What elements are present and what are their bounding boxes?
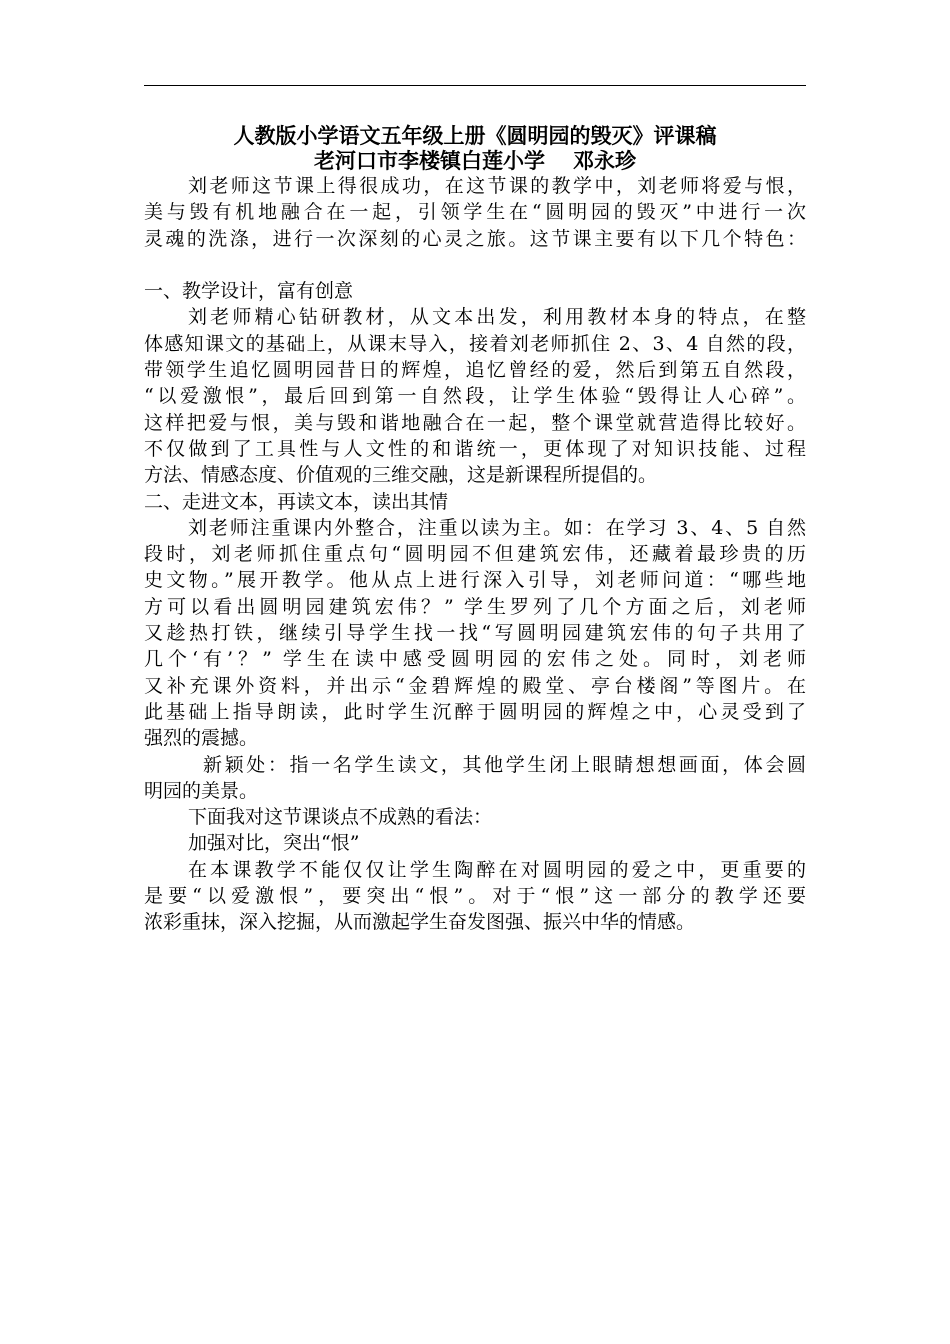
paragraph-line: 新颖处：指一名学生读文，其他学生闭上眼睛想想画面，体会圆 bbox=[203, 753, 806, 776]
section-heading: 一、教学设计，富有创意 bbox=[144, 280, 354, 303]
paragraph-line: 是要“以爱激恨”，要突出“恨”。对于“恨”这一部分的教学还要 bbox=[144, 885, 806, 908]
paragraph-line: 不仅做到了工具性与人文性的和谐统一，更体现了对知识技能、过程 bbox=[144, 437, 806, 460]
paragraph-line: 在本课教学不能仅仅让学生陶醉在对圆明园的爱之中，更重要的 bbox=[188, 858, 806, 881]
paragraph-line: 带领学生追忆圆明园昔日的辉煌，追忆曾经的爱，然后到第五自然段， bbox=[144, 359, 806, 382]
author-name: 邓永珍 bbox=[573, 148, 636, 173]
paragraph-line: 体感知课文的基础上，从课末导入，接着刘老师抓住 2、3、4 自然的段， bbox=[144, 332, 806, 355]
paragraph-line: 灵魂的洗涤，进行一次深刻的心灵之旅。这节课主要有以下几个特色： bbox=[144, 227, 806, 250]
author-school: 老河口市李楼镇白莲小学 bbox=[314, 148, 545, 173]
paragraph-line: 又趁热打铁，继续引导学生找一找“写圆明园建筑宏伟的句子共用了 bbox=[144, 622, 806, 645]
paragraph-line: 几个‘有’？” 学生在读中感受圆明园的宏伟之处。同时，刘老师 bbox=[144, 648, 806, 671]
paragraph-line: 此基础上指导朗读，此时学生沉醉于圆明园的辉煌之中，心灵受到了 bbox=[144, 700, 806, 723]
paragraph-line: 方可以看出圆明园建筑宏伟？” 学生罗列了几个方面之后，刘老师 bbox=[144, 595, 806, 618]
paragraph-line: 这样把爱与恨，美与毁和谐地融合在一起，整个课堂就营造得比较好。 bbox=[144, 411, 806, 434]
paragraph-line: 刘老师这节课上得很成功，在这节课的教学中，刘老师将爱与恨， bbox=[188, 175, 806, 197]
author-line bbox=[144, 148, 806, 174]
paragraph-line: 刘老师注重课内外整合，注重以读为主。如：在学习 3、4、5 自然 bbox=[188, 516, 806, 539]
paragraph-line: 方法、情感态度、价值观的三维交融，这是新课程所提倡的。 bbox=[144, 464, 658, 487]
blank-line bbox=[144, 252, 806, 278]
paragraph-line: 下面我对这节课谈点不成熟的看法： bbox=[188, 806, 493, 829]
document-body bbox=[144, 173, 806, 936]
section-heading: 二、走进文本，再读文本，读出其情 bbox=[144, 490, 449, 513]
paragraph-line: 又补充课外资料，并出示“金碧辉煌的殿堂、亭台楼阁”等图片。在 bbox=[144, 674, 806, 697]
document-title: 人教版小学语文五年级上册《圆明园的毁灭》评课稿 bbox=[233, 123, 717, 148]
paragraph-line: 强烈的震撼。 bbox=[144, 727, 259, 750]
paragraph-line: 史文物。”展开教学。他从点上进行深入引导，刘老师问道：“哪些地 bbox=[144, 569, 806, 592]
paragraph-line: “以爱激恨”，最后回到第一自然段，让学生体验“毁得让人心碎”。 bbox=[144, 385, 806, 408]
paragraph-line: 美与毁有机地融合在一起，引领学生在“圆明园的毁灭”中进行一次 bbox=[144, 201, 806, 224]
paragraph-line: 刘老师精心钻研教材，从文本出发，利用教材本身的特点，在整 bbox=[188, 306, 806, 329]
paragraph-line: 明园的美景。 bbox=[144, 779, 259, 802]
paragraph-line: 段时，刘老师抓住重点句“圆明园不但建筑宏伟，还藏着最珍贵的历 bbox=[144, 543, 806, 566]
paragraph-line: 浓彩重抹，深入挖掘，从而激起学生奋发图强、振兴中华的情感。 bbox=[144, 911, 696, 934]
paragraph-line: 加强对比，突出“恨” bbox=[188, 832, 360, 855]
header-rule bbox=[144, 85, 806, 86]
